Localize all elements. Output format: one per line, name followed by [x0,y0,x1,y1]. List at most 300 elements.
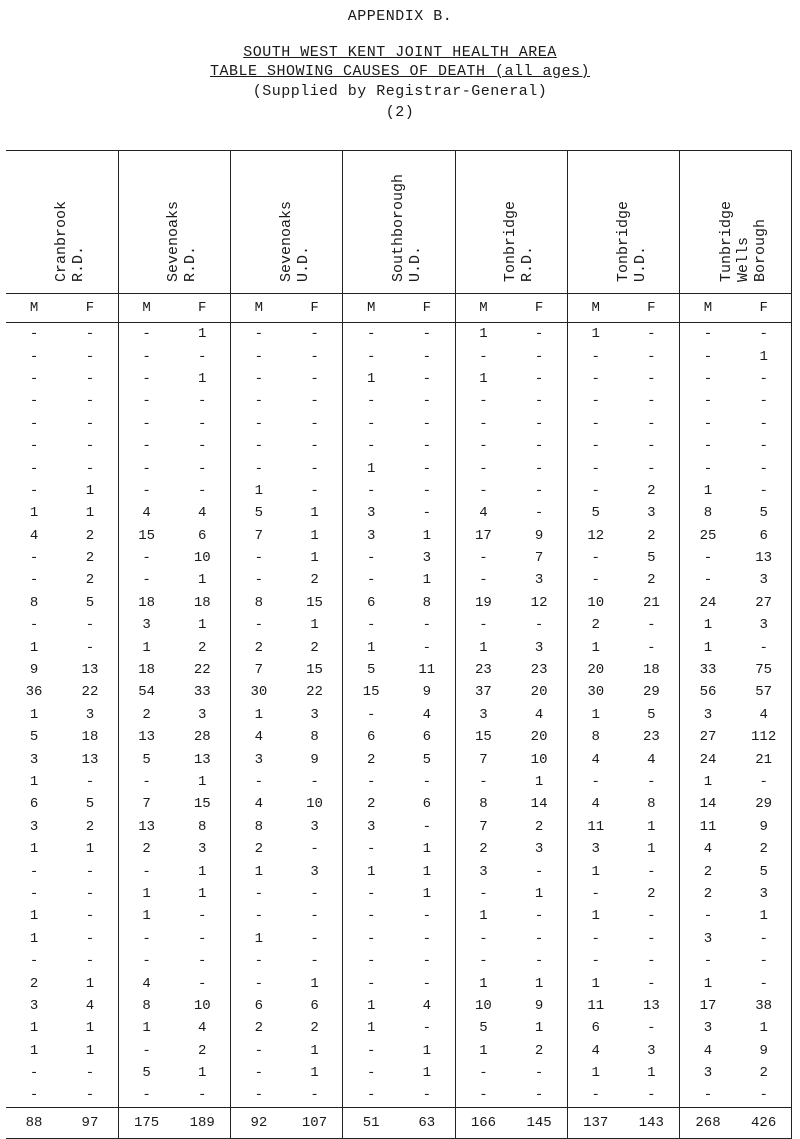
table-cell: 3 [422,550,431,567]
table-cell: - [736,413,792,435]
table-cell: 4 [680,1040,736,1062]
table-cell: 1 [198,885,207,902]
table-cell: 2 [736,1062,792,1084]
table-cell: - [422,930,431,947]
table-cell: - [455,480,511,502]
table-cell: - [736,457,792,479]
table-cell: 10 [455,995,511,1017]
table-cell: - [534,482,544,499]
table-cell: 2 [567,614,623,636]
table-cell: - [343,950,399,972]
table-cell: 3 [567,838,623,860]
table-cell: 5 [85,594,95,611]
table-cell: 4 [231,793,287,815]
total-cell: 92 [231,1107,287,1138]
table-cell: - [118,345,174,367]
table-cell: 2 [455,838,511,860]
table-cell: 24 [680,592,736,614]
table-cell: 4 [231,726,287,748]
table-cell: - [736,1084,792,1107]
table-cell: - [310,908,319,925]
table-cell: 1 [343,457,399,479]
table-cell: 3 [310,706,319,723]
table-cell: 2 [310,639,319,656]
table-cell: 1 [567,636,623,658]
table-cell: 1 [118,1017,174,1039]
table-cell: - [310,393,319,410]
table-cell: - [198,348,207,365]
table-cell: 10 [567,592,623,614]
table-cell: 8 [231,592,287,614]
table-cell: 18 [118,659,174,681]
table-cell: - [85,1087,95,1104]
table-row [6,457,792,479]
table-cell: - [29,572,39,589]
table-cell: - [647,370,656,387]
table-cell: 5 [343,659,399,681]
table-cell: 1 [680,480,736,502]
table-cell: 2 [534,818,544,835]
table-cell: - [455,883,511,905]
table-cell: 6 [422,796,431,813]
table-cell: 23 [642,729,660,746]
table-cell: 1 [534,774,544,790]
table-cell: 5 [567,502,623,524]
table-cell: 3 [534,841,544,858]
table-cell: 1 [198,572,207,589]
sex-label: F [62,294,118,323]
district-header [343,151,455,294]
table-cell: 1 [534,1020,544,1037]
district-header [567,151,679,294]
table-cell: - [534,326,544,343]
table-cell: 29 [642,684,660,701]
district-header [455,151,567,294]
table-cell: 3 [647,1042,656,1059]
table-cell: 54 [118,681,174,703]
table-cell: 15 [306,662,323,679]
table-cell: - [567,928,623,950]
table-cell: - [567,950,623,972]
table-cell: - [534,908,544,925]
table-cell: 4 [118,972,174,994]
table-cell: - [343,704,399,726]
table-cell: - [343,345,399,367]
table-cell: - [310,841,319,858]
table-cell: - [231,435,287,457]
table-cell: 1 [736,905,792,927]
page-number: (2) [385,104,415,121]
table-cell: - [680,569,736,591]
table-cell: - [231,457,287,479]
table-cell: 1 [422,1065,431,1082]
table-cell: 21 [642,594,660,611]
table-cell: - [85,930,95,947]
table-cell: 1 [680,614,736,636]
table-cell: - [231,1040,287,1062]
table-cell: - [455,928,511,950]
table-cell: 33 [680,659,736,681]
table-row [6,569,792,591]
table-cell: 1 [310,527,319,544]
table-cell: - [422,393,431,410]
table-cell: 1 [422,863,431,880]
table-cell: - [422,482,431,499]
table-cell: - [85,863,95,880]
table-cell: - [29,370,39,387]
table-cell: 14 [680,793,736,815]
table-row [6,502,792,524]
table-cell: 4 [422,706,431,723]
total-cell: 51 [343,1107,399,1138]
table-cell: 1 [29,706,39,723]
table-cell: - [29,482,39,499]
table-cell: 15 [455,726,511,748]
table-cell: - [343,905,399,927]
table-cell: 13 [81,751,99,768]
table-cell: 27 [736,592,792,614]
table-cell: 1 [118,883,174,905]
table-cell: 3 [198,841,207,858]
table-cell: - [647,863,656,880]
table-cell: 1 [85,1042,95,1059]
table-cell: - [736,323,792,346]
table-cell: 9 [534,527,544,544]
table-cell: - [455,1062,511,1084]
table-cell: 22 [81,684,99,701]
table-cell: - [647,1020,656,1037]
table-cell: 1 [118,636,174,658]
district-name: Tunbridge Wells Borough [718,200,770,282]
table-cell: 4 [567,793,623,815]
table-cell: - [85,415,95,432]
table-cell: - [567,435,623,457]
table-cell: 28 [193,729,211,746]
table-cell: 3 [29,751,39,768]
table-cell: 10 [306,796,323,813]
table-cell: - [118,569,174,591]
table-cell: - [422,774,431,790]
table-cell: 56 [680,681,736,703]
table-cell: - [198,393,207,410]
table-cell: - [198,460,207,477]
district-name: Southborough U.D. [389,173,424,282]
table-cell: 18 [193,594,211,611]
table-cell: 11 [418,662,436,679]
table-cell: - [680,435,736,457]
table-cell: 7 [118,793,174,815]
table-cell: 22 [193,662,211,679]
sex-label: M [118,294,174,323]
table-row [6,726,792,748]
table-cell: - [198,415,207,432]
table-cell: 4 [118,502,174,524]
table-cell: 3 [231,748,287,770]
table-cell: 2 [736,838,792,860]
table-cell: 1 [118,905,174,927]
table-cell: - [310,482,319,499]
table-row [6,480,792,502]
table-cell: - [118,368,174,390]
table-cell: 8 [118,995,174,1017]
table-cell: 4 [455,502,511,524]
table-cell: 2 [310,572,319,589]
table-cell: - [231,368,287,390]
table-cell: - [422,326,431,343]
table-cell: - [534,617,544,634]
table-cell: 1 [85,482,95,499]
table-cell: - [422,438,431,455]
table-cell: 13 [736,547,792,569]
table-cell: 6 [310,997,319,1014]
sex-label: F [287,294,343,323]
table-cell: - [680,1084,736,1107]
table-cell: 1 [85,1020,95,1037]
table-cell: 1 [198,863,207,880]
table-row [6,659,792,681]
table-cell: - [310,326,319,343]
table-cell: 1 [198,326,207,343]
table-cell: 2 [310,1020,319,1037]
table-cell: - [29,617,39,634]
table-cell: - [231,323,287,346]
table-cell: 2 [231,1017,287,1039]
table-cell: 11 [680,816,736,838]
table-cell: 1 [422,885,431,902]
table-cell: 17 [455,525,511,547]
table-cell: - [343,838,399,860]
table-cell: 20 [530,729,548,746]
table-cell: - [455,435,511,457]
table-cell: - [422,1020,431,1037]
table-cell: 6 [231,995,287,1017]
table-cell: 6 [422,729,431,746]
table-cell: 1 [680,636,736,658]
table-cell: 9 [422,684,431,701]
table-cell: - [455,950,511,972]
table-cell: 18 [81,729,99,746]
table-cell: - [422,370,431,387]
table-row [6,681,792,703]
sex-label: M [343,294,399,323]
total-cell: 268 [680,1107,736,1138]
table-cell: - [680,345,736,367]
table-cell: - [118,413,174,435]
table-row [6,816,792,838]
table-cell: - [29,460,39,477]
table-cell: - [647,460,656,477]
sex-label: M [231,294,287,323]
total-cell: 97 [62,1107,118,1138]
table-cell: 9 [534,997,544,1014]
sex-label: F [399,294,455,323]
table-cell: 18 [642,662,660,679]
table-cell: - [310,370,319,387]
table-cell: - [736,950,792,972]
table-cell: 2 [680,883,736,905]
table-cell: - [118,547,174,569]
total-cell: 143 [624,1107,680,1138]
table-row [6,838,792,860]
table-cell: - [647,975,656,992]
table-cell: 1 [534,885,544,902]
table-row [6,636,792,658]
table-cell: - [343,323,399,346]
table-cell: - [85,1065,95,1082]
source-note: (Supplied by Registrar-General) [252,83,548,100]
table-cell: - [85,438,95,455]
table-cell: 57 [736,681,792,703]
table-cell: - [29,863,39,880]
table-cell: - [736,435,792,457]
table-cell: 7 [231,525,287,547]
table-cell: - [85,908,95,925]
table-cell: - [231,390,287,412]
total-cell: 166 [455,1107,511,1138]
table-cell: 5 [455,1017,511,1039]
table-row [6,345,792,367]
table-cell: 2 [118,838,174,860]
table-cell: 3 [680,928,736,950]
table-row [6,1040,792,1062]
table-cell: 1 [29,774,39,790]
table-cell: - [343,1084,399,1107]
table-cell: 3 [680,1062,736,1084]
table-cell: - [736,390,792,412]
table-cell: 1 [567,860,623,882]
sex-label: M [680,294,736,323]
table-cell: 1 [736,345,792,367]
table-cell: - [647,326,656,343]
table-cell: - [647,1087,656,1104]
table-cell: 1 [567,1062,623,1084]
table-cell: 1 [310,1065,319,1082]
table-cell: 8 [310,729,319,746]
table-cell: - [567,413,623,435]
table-cell: 13 [118,816,174,838]
table-cell: - [231,547,287,569]
table-cell: 23 [530,662,548,679]
table-row [6,592,792,614]
sex-label: M [455,294,511,323]
table-cell: - [310,438,319,455]
table-cell: 2 [85,550,95,567]
table-cell: - [198,975,207,992]
table-cell: 1 [567,972,623,994]
table-cell: 15 [193,796,211,813]
table-cell: - [647,415,656,432]
table-cell: 2 [647,572,656,589]
table-cell: 5 [118,1062,174,1084]
table-cell: - [567,1084,623,1107]
table-cell: 4 [534,706,544,723]
table-cell: - [647,930,656,947]
table-cell: 8 [231,816,287,838]
table-cell: - [534,863,544,880]
total-cell: 137 [567,1107,623,1138]
table-cell: 1 [455,1040,511,1062]
causes-of-death-table [6,150,792,1139]
table-cell: 2 [198,1042,207,1059]
table-cell: - [567,883,623,905]
table-cell: 6 [343,726,399,748]
table-cell: - [422,639,431,656]
table-cell: 1 [343,1017,399,1039]
table-cell: 37 [455,681,511,703]
district-name: Sevenoaks R.D. [165,200,200,282]
table-cell: - [85,639,95,656]
table-cell: - [343,1040,399,1062]
table-cell: 4 [647,751,656,768]
table-cell: - [455,1084,511,1107]
table-cell: 2 [231,636,287,658]
table-row [6,525,792,547]
table-cell: 18 [118,592,174,614]
table-cell: - [118,457,174,479]
table-cell: 1 [310,617,319,634]
table-cell: - [29,326,39,343]
table-cell: 1 [310,975,319,992]
table-cell: - [310,415,319,432]
table-cell: 3 [534,639,544,656]
table-cell: - [680,457,736,479]
table-cell: - [647,438,656,455]
district-header [680,151,792,294]
table-cell: 20 [530,684,548,701]
table-cell: - [310,953,319,970]
table-cell: 1 [680,771,736,793]
table-cell: 1 [310,1042,319,1059]
table-cell: 3 [29,818,39,835]
district-header [118,151,230,294]
table-cell: 1 [29,930,39,947]
table-cell: 5 [231,502,287,524]
sex-label: F [736,294,792,323]
table-cell: 9 [736,816,792,838]
table-cell: - [231,771,287,793]
table-row [6,1017,792,1039]
table-cell: 1 [231,928,287,950]
table-cell: 13 [193,751,211,768]
table-cell: 29 [736,793,792,815]
table-cell: 5 [118,748,174,770]
table-cell: 2 [231,838,287,860]
table-cell: 2 [647,482,656,499]
table-cell: 4 [567,1040,623,1062]
table-cell: - [29,393,39,410]
table-cell: 1 [198,617,207,634]
totals-row [6,1107,792,1138]
table-row [6,928,792,950]
table-cell: - [567,569,623,591]
table-cell: 6 [736,525,792,547]
table-cell: - [85,953,95,970]
table-cell: - [534,930,544,947]
table-cell: - [567,368,623,390]
table-cell: 30 [231,681,287,703]
table-cell: - [198,482,207,499]
table-cell: - [343,413,399,435]
table-cell: 1 [29,841,39,858]
table-cell: - [198,908,207,925]
table-row [6,547,792,569]
table-cell: 112 [736,726,792,748]
table-cell: 1 [455,636,511,658]
table-cell: 13 [642,997,660,1014]
table-cell: 8 [198,818,207,835]
table-row [6,413,792,435]
table-row [6,972,792,994]
